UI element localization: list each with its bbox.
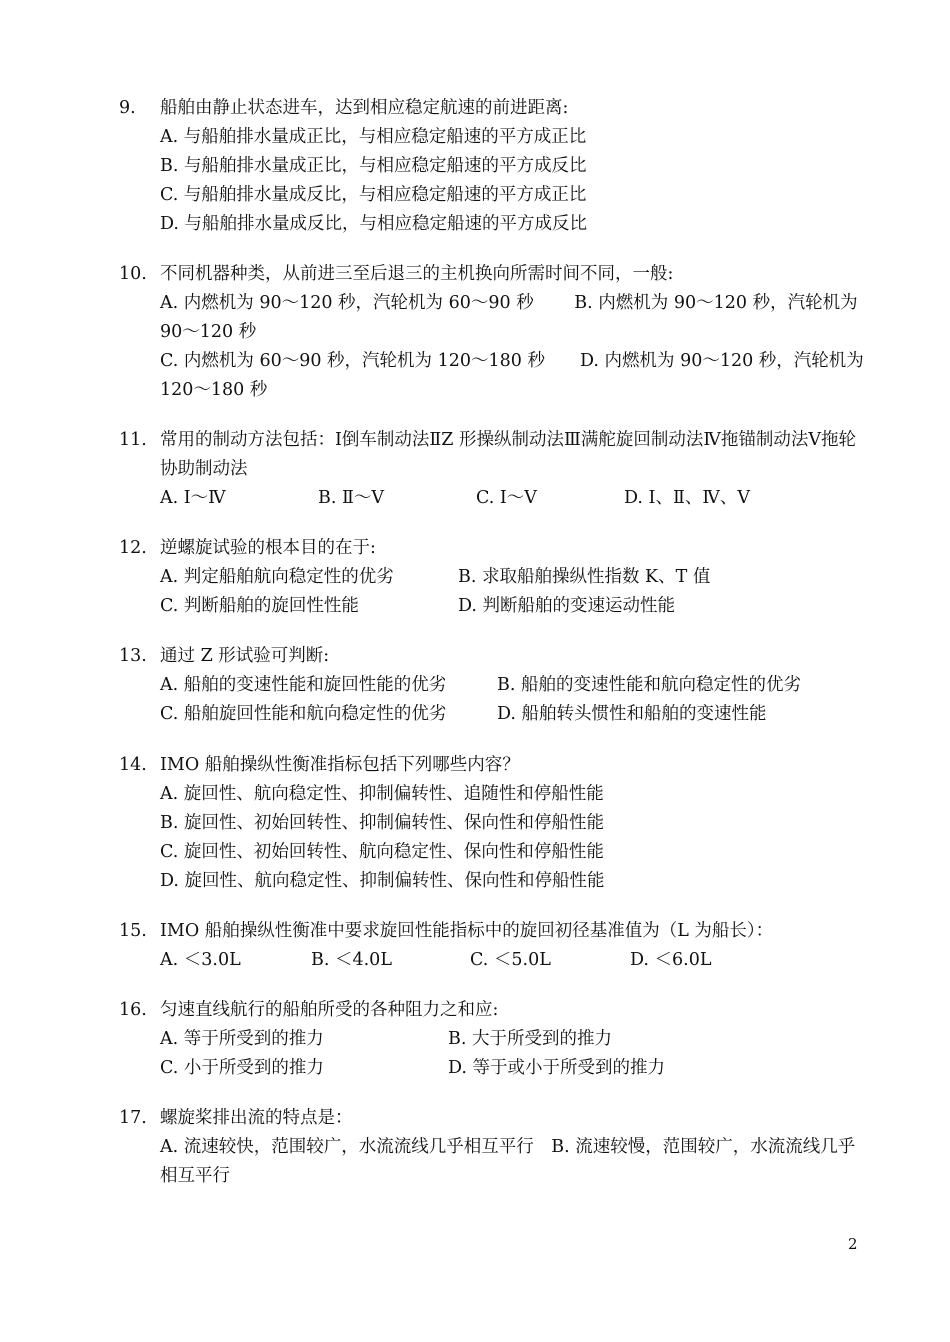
option-d: D. ＜6.0L — [630, 950, 712, 970]
option-a: A. 与船舶排水量成正比，与相应稳定船速的平方成正比 — [160, 127, 587, 147]
option-c: C. 船舶旋回性能和航向稳定性的优劣 — [160, 704, 447, 724]
option-d: D. 旋回性、航向稳定性、抑制偏转性、保向性和停船性能 — [160, 871, 605, 891]
option-a: A. 旋回性、航向稳定性、抑制偏转性、追随性和停船性能 — [160, 784, 604, 804]
option-d: D. 与船舶排水量成反比，与相应稳定船速的平方成反比 — [160, 214, 588, 234]
option-a: A. 船舶的变速性能和旋回性能的优劣 — [160, 675, 447, 695]
option-list — [160, 946, 865, 975]
question-number: 12. — [119, 538, 147, 558]
option-b: B. 大于所受到的推力 — [448, 1029, 612, 1049]
option-list — [160, 563, 865, 621]
option-c: C. ＜5.0L — [470, 950, 551, 970]
option-b: B. Ⅱ～Ⅴ — [318, 488, 385, 508]
option-b: B. 求取船舶操纵性指数 K、T 值 — [458, 567, 711, 587]
page-number: 2 — [848, 1235, 858, 1253]
question-number: 9. — [119, 98, 136, 118]
option-b: B. ＜4.0L — [311, 950, 392, 970]
option-list — [160, 1025, 865, 1083]
option-b: B. 旋回性、初始回转性、抑制偏转性、保向性和停船性能 — [160, 813, 604, 833]
option-a: A. 等于所受到的推力 — [160, 1029, 324, 1049]
question-stem: 匀速直线航行的船舶所受的各种阻力之和应: — [160, 1000, 499, 1020]
question-stem: IMO 船舶操纵性衡准中要求旋回性能指标中的旋回初径基准值为（L 为船长）： — [160, 921, 774, 941]
option-b: B. 船舶的变速性能和航向稳定性的优劣 — [497, 675, 801, 695]
question-stem: 常用的制动方法包括：Ⅰ倒车制动法ⅡZ 形操纵制动法Ⅲ满舵旋回制动法Ⅳ拖锚制动法Ⅴ拖轮协助制动法 — [160, 430, 857, 479]
option-c: C. 旋回性、初始回转性、航向稳定性、保向性和停船性能 — [160, 842, 604, 862]
option-d: D. 船舶转头惯性和船舶的变速性能 — [497, 704, 767, 724]
option-a: A. Ⅰ～Ⅳ — [160, 488, 226, 508]
question-stem: 逆螺旋试验的根本目的在于: — [160, 538, 376, 558]
question-stem: 船舶由静止状态进车，达到相应稳定航速的前进距离: — [160, 98, 569, 118]
option-line-ab: A. 内燃机为 90～120 秒，汽轮机为 60～90 秒 B. 内燃机为 90～120 秒，汽轮机为 90～120 秒 — [160, 293, 858, 342]
option-list — [160, 484, 865, 513]
question-stem: 通过 Z 形试验可判断: — [160, 646, 330, 666]
question-number: 10. — [119, 264, 147, 284]
option-c: C. Ⅰ～Ⅴ — [476, 488, 537, 508]
question-number: 11. — [119, 430, 147, 450]
option-list — [160, 1133, 865, 1191]
question-number: 16. — [119, 1000, 147, 1020]
option-a: A. ＜3.0L — [160, 950, 241, 970]
question-stem: 螺旋桨排出流的特点是： — [160, 1108, 353, 1128]
option-d: D. 等于或小于所受到的推力 — [448, 1058, 666, 1078]
option-a: A. 判定船舶航向稳定性的优劣 — [160, 567, 394, 587]
option-d: D. 判断船舶的变速运动性能 — [458, 596, 676, 616]
question-number: 15. — [119, 921, 147, 941]
question-number: 17. — [119, 1108, 147, 1128]
question-stem: IMO 船舶操纵性衡准指标包括下列哪些内容？ — [160, 755, 520, 775]
option-list — [160, 289, 865, 405]
question-number: 13. — [119, 646, 147, 666]
option-line-ab: A. 流速较快，范围较广，水流流线几乎相互平行 B. 流速较慢，范围较广，水流流线几乎相互平行 — [160, 1137, 856, 1186]
option-c: C. 与船舶排水量成反比，与相应稳定船速的平方成正比 — [160, 185, 587, 205]
option-list — [160, 780, 865, 896]
option-c: C. 判断船舶的旋回性性能 — [160, 596, 359, 616]
option-b: B. 与船舶排水量成正比，与相应稳定船速的平方成反比 — [160, 156, 587, 176]
option-line-cd: C. 内燃机为 60～90 秒，汽轮机为 120～180 秒 D. 内燃机为 90～120 秒，汽轮机为 120～180 秒 — [160, 351, 864, 400]
question-stem: 不同机器种类，从前进三至后退三的主机换向所需时间不同，一般: — [160, 264, 674, 284]
option-list — [160, 671, 865, 729]
option-c: C. 小于所受到的推力 — [160, 1058, 324, 1078]
option-list — [160, 123, 865, 239]
option-d: D. Ⅰ、Ⅱ、Ⅳ、Ⅴ — [624, 488, 750, 508]
question-number: 14. — [119, 755, 147, 775]
